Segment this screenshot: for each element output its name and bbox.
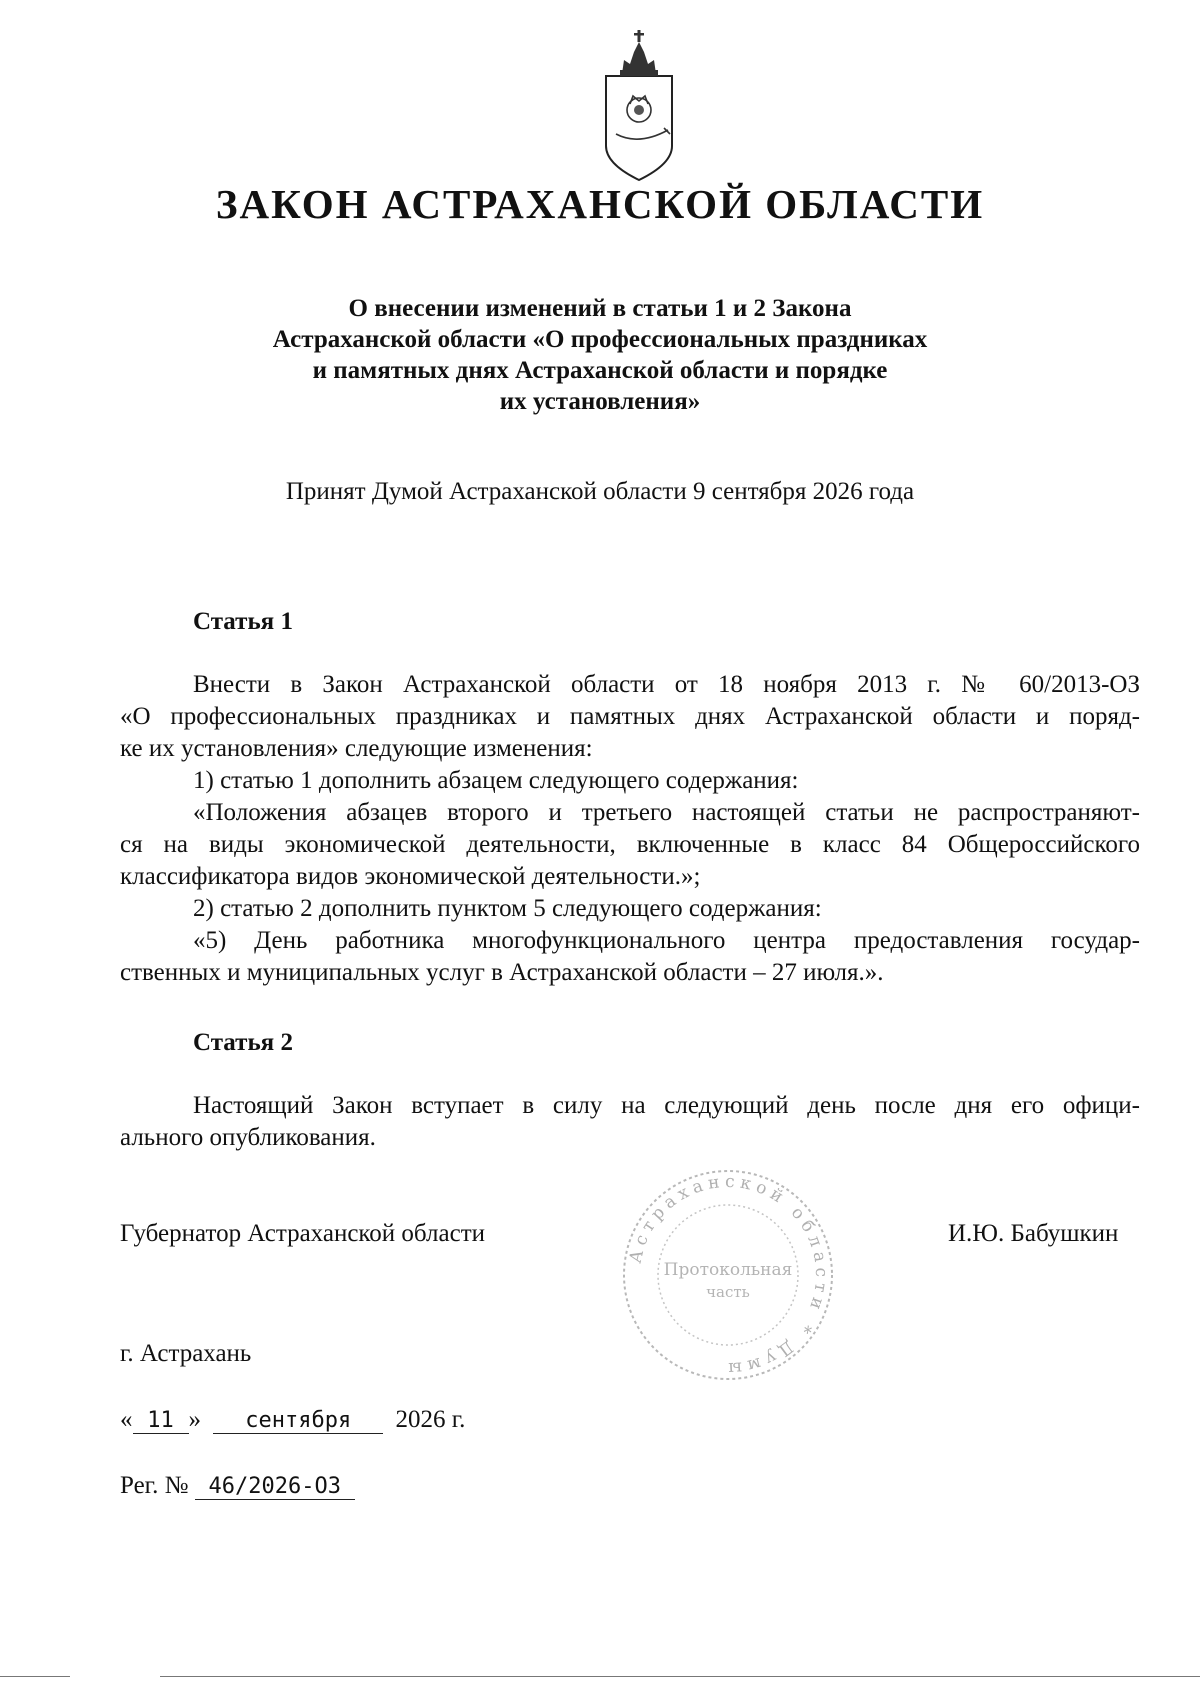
- signatory-name: И.Ю. Бабушкин: [948, 1220, 1119, 1247]
- registration-number: [120, 1472, 355, 1500]
- signatory-position: Губернатор Астраханской области: [120, 1220, 486, 1247]
- article-2-heading: Статья 2: [193, 1029, 293, 1056]
- law-subtitle: [0, 293, 1200, 417]
- article-1-heading: Статья 1: [193, 608, 293, 635]
- date-day: 11: [133, 1408, 189, 1434]
- subtitle-line: их установления»: [499, 388, 701, 415]
- stamp-center-line: часть: [706, 1283, 750, 1301]
- stamp-ring-text: Астраханской области * Думы: [625, 1171, 832, 1379]
- article-2-line: Настоящий Закон вступает в силу на следующий день после дня его офици-: [193, 1092, 1140, 1119]
- date-close-quote: »: [188, 1406, 201, 1433]
- scan-border-line: [0, 1676, 70, 1677]
- city-label: г. Астрахань: [120, 1340, 252, 1367]
- date-month: сентября: [213, 1408, 383, 1434]
- article-1-body: [120, 669, 1140, 989]
- registration-label: Рег. №: [120, 1472, 189, 1499]
- astrakhan-coat-of-arms-icon: [586, 24, 692, 184]
- date-year: 2026 г.: [395, 1406, 466, 1433]
- subtitle-line: и памятных днях Астраханской области и порядке: [312, 357, 888, 384]
- article-1-line: «Положения абзацев второго и третьего настоящей статьи не распространяют-: [193, 799, 1140, 826]
- document-title: ЗАКОН АСТРАХАНСКОЙ ОБЛАСТИ: [215, 181, 985, 227]
- article-1-line: Внести в Закон Астраханской области от 18 ноября 2013 г. № 60/2013-ОЗ: [193, 671, 1140, 698]
- article-1-line: «О профессиональных праздниках и памятных днях Астраханской области и поряд-: [120, 703, 1140, 730]
- article-2-line: ального опубликования.: [120, 1124, 376, 1151]
- signing-date: [120, 1406, 465, 1434]
- article-1-line: ственных и муниципальных услуг в Астраханской области – 27 июля.».: [120, 959, 884, 986]
- registration-value: 46/2026-ОЗ: [195, 1474, 355, 1500]
- article-2-body: [120, 1090, 1140, 1154]
- subtitle-line: О внесении изменений в статьи 1 и 2 Закона: [348, 295, 852, 322]
- article-1-line: классификатора видов экономической деятельности.»;: [120, 863, 701, 890]
- article-1-line: 2) статью 2 дополнить пунктом 5 следующего содержания:: [193, 895, 822, 922]
- adoption-statement: Принят Думой Астраханской области 9 сентября 2026 года: [285, 478, 915, 505]
- date-open-quote: «: [120, 1406, 133, 1433]
- scan-border-line: [160, 1676, 1200, 1677]
- subtitle-line: Астраханской области «О профессиональных праздниках: [272, 326, 928, 353]
- article-1-line: ся на виды экономической деятельности, включенные в класс 84 Общероссийского: [120, 831, 1140, 858]
- stamp-center-line: Протокольная: [663, 1260, 793, 1280]
- official-stamp-icon: [618, 1165, 838, 1385]
- article-1-line: 1) статью 1 дополнить абзацем следующего содержания:: [193, 767, 799, 794]
- article-1-line: ке их установления» следующие изменения:: [120, 735, 593, 762]
- article-1-line: «5) День работника многофункционального центра предоставления государ-: [193, 927, 1140, 954]
